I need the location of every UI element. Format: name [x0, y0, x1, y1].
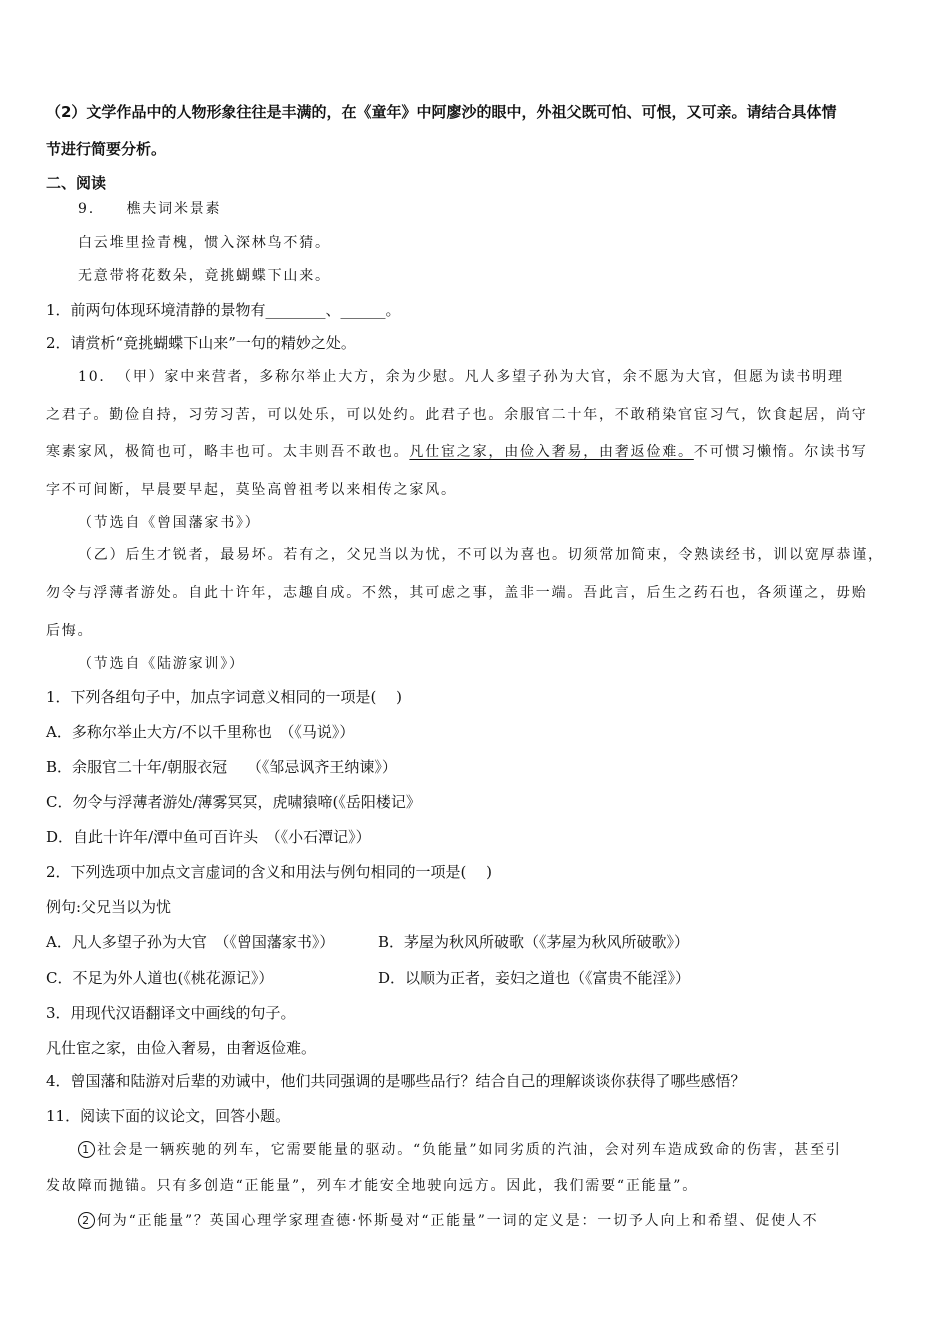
- jia-line-2: 之君子。勤俭自持，习劳习苦，可以处乐，可以处约。此君子也。余服官二十年，不敢稍染官宦习气，饮食起居，尚守: [46, 407, 868, 423]
- q10-2-option-c: C．不足为外人道也(《桃花源记》）: [46, 969, 274, 987]
- q11-paragraph-1-line-1: [78, 1140, 842, 1160]
- paragraph-number-2: 2: [78, 1212, 95, 1229]
- q9-sub-2: 2．请赏析“竟挑蝴蝶下山来”一句的精妙之处。: [46, 334, 356, 352]
- q10-2-stem: 2．下列选项中加点文言虚词的含义和用法与例句相同的一项是( ): [46, 863, 493, 881]
- q11-paragraph-1-line-2: 发故障而抛锚。只有多创造“正能量”，列车才能安全地驶向远方。因此，我们需要“正能量”。: [46, 1178, 699, 1194]
- jia-line-3: [46, 442, 868, 462]
- poem-line-1: 白云堆里捡青槐，惯入深林鸟不猜。: [78, 235, 331, 251]
- jia-line-3-pre: 寒素家风，极简也可，略丰也可。太丰则吾不敢也。: [46, 444, 410, 460]
- p2-text: 何为“正能量”？英国心理学家理查德·怀斯曼对“正能量”一词的定义是：一切予人向上和希望、促使人不: [97, 1213, 819, 1229]
- q10-1-stem: 1．下列各组句子中，加点字词意义相同的一项是( ): [46, 688, 403, 706]
- q10-1-option-c: C．勿令与浮薄者游处/薄雾冥冥，虎啸猿啼(《岳阳楼记》: [46, 793, 421, 811]
- q10-1-option-a: A．多称尔举止大方/不以千里称也 （《马说》）: [46, 723, 355, 741]
- jia-line-4: 字不可间断，早晨要早起，莫坠高曾祖考以来相传之家风。: [46, 482, 457, 498]
- q11-paragraph-2-line-1: [78, 1211, 818, 1231]
- q10-2-option-b: B．茅屋为秋风所破歌（《茅屋为秋风所破歌》）: [378, 933, 690, 951]
- jia-line-3-post: 不可惯习懒惰。尔读书写: [693, 444, 868, 460]
- q10-1-option-b: B．余服官二十年/朝服衣冠 （《邹忌讽齐王纳谏》）: [46, 758, 397, 776]
- p1-text: 社会是一辆疾驰的列车，它需要能量的驱动。“负能量”如同劣质的汽油，会对列车造成致命的伤害，甚至引: [97, 1142, 842, 1158]
- q10-1-option-d: D．自此十许年/潭中鱼可百许头 （《小石潭记》）: [46, 828, 371, 846]
- q10-4-stem: 4．曾国藩和陆游对后辈的劝诫中，他们共同强调的是哪些品行？结合自己的理解谈谈你获得了哪些感悟？: [46, 1072, 746, 1090]
- yi-line-3: 后悔。: [46, 623, 94, 639]
- jia-line-1: 10． （甲）家中来营者，多称尔举止大方，余为少慰。凡人多望子孙为大官，余不愿为大官，但愿为读书明理: [78, 369, 844, 385]
- yi-line-1: （乙）后生才锐者，最易坏。若有之，父兄当以为忧，不可以为喜也。切须常加简束，令熟读经书，训以宽厚恭谨，: [78, 547, 884, 563]
- q10-3-sentence: 凡仕宦之家，由俭入奢易，由奢返俭难。: [46, 1039, 317, 1057]
- question-2-line-1: （2）文学作品中的人物形象往往是丰满的，在《童年》中阿廖沙的眼中，外祖父既可怕、可恨，又可亲。请结合具体情: [46, 103, 837, 121]
- q10-2-option-a: A．凡人多望子孙为大官 （《曾国藩家书》）: [46, 933, 335, 951]
- yi-line-2: 勿令与浮薄者游处。自此十许年，志趣自成。不然，其可虑之事，盖非一端。吾此言，后生之药石也，各须谨之，毋贻: [46, 585, 868, 601]
- underlined-sentence: 凡仕宦之家，由俭入奢易，由奢返俭难。: [409, 444, 694, 460]
- question-2-line-2: 节进行简要分析。: [46, 140, 167, 158]
- q10-2-option-d: D．以顺为正者，妾妇之道也（《富贵不能淫》）: [378, 969, 691, 987]
- q10-3-stem: 3．用现代汉语翻译文中画线的句子。: [46, 1004, 296, 1022]
- poem-line-2: 无意带将花数朵，竟挑蝴蝶下山来。: [78, 268, 331, 284]
- q11-stem: 11．阅读下面的议论文，回答小题。: [46, 1107, 291, 1125]
- q10-2-example: 例句:父兄当以为忧: [46, 898, 172, 916]
- q9-title: 9. 樵夫词米景素: [78, 201, 222, 217]
- yi-source: （节选自《陆游家训》）: [78, 656, 245, 672]
- paragraph-number-1: 1: [78, 1141, 95, 1158]
- jia-source: （节选自《曾国藩家书》）: [78, 515, 261, 531]
- q9-sub-1: 1．前两句体现环境清静的景物有________、______。: [46, 301, 401, 319]
- section-title: 二、阅读: [46, 174, 107, 192]
